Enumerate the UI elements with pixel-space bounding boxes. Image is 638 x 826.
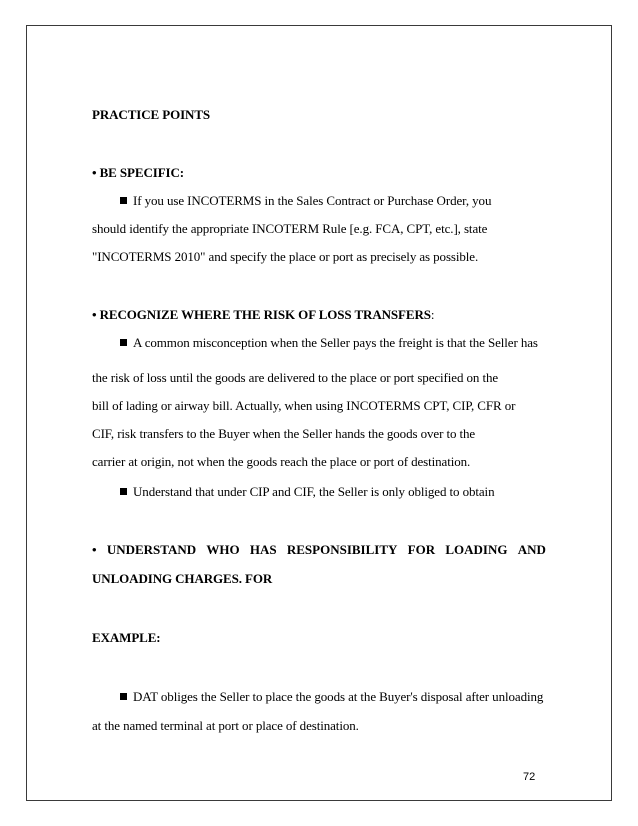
title-word: AND [517, 542, 546, 557]
section-title-text: RECOGNIZE WHERE THE RISK OF LOSS TRANSFERS [99, 307, 431, 322]
section-title-line-3: EXAMPLE: [92, 630, 161, 645]
paragraph-line: the risk of loss until the goods are delivered to the place or port specified on the [92, 370, 499, 385]
title-word: UNDERSTAND [106, 542, 197, 557]
section-title-line-2: UNLOADING CHARGES. FOR [92, 571, 273, 586]
paragraph-line: "INCOTERMS 2010" and specify the place or port as precisely as possible. [92, 249, 479, 264]
section-title-text: BE SPECIFIC: [99, 165, 185, 180]
section-title-risk-of-loss [92, 307, 434, 323]
title-word: FOR [407, 542, 436, 557]
section-marker: • [92, 542, 97, 557]
paragraph-line: should identify the appropriate INCOTERM Rule [e.g. FCA, CPT, etc.], state [92, 221, 488, 236]
bullet-square-icon [120, 197, 127, 204]
page-heading: PRACTICE POINTS [92, 107, 211, 122]
bullet-square-icon [120, 488, 127, 495]
title-word: LOADING [445, 542, 508, 557]
section-title-loading-charges [92, 542, 546, 558]
title-word: RESPONSIBILITY [286, 542, 398, 557]
section-title-be-specific [92, 165, 184, 181]
bullet-text: DAT obliges the Seller to place the goods at the Buyer's disposal after unloading [133, 689, 544, 704]
bullet-text: Understand that under CIP and CIF, the Seller is only obliged to obtain [133, 484, 495, 499]
title-word: HAS [249, 542, 277, 557]
title-word: WHO [206, 542, 240, 557]
paragraph-line: bill of lading or airway bill. Actually, when using INCOTERMS CPT, CIP, CFR or [92, 398, 516, 413]
section-marker: • [92, 165, 97, 180]
paragraph-line: at the named terminal at port or place of destination. [92, 718, 359, 733]
section-title-suffix: : [430, 307, 435, 322]
bullet-text: If you use INCOTERMS in the Sales Contract or Purchase Order, you [133, 193, 492, 208]
bullet-text: A common misconception when the Seller pays the freight is that the Seller has [133, 335, 538, 350]
section-marker: • [92, 307, 97, 322]
bullet-square-icon [120, 693, 127, 700]
bullet-square-icon [120, 339, 127, 346]
paragraph-line: carrier at origin, not when the goods reach the place or port of destination. [92, 454, 471, 469]
page-number: 72 [523, 771, 536, 783]
paragraph-line: CIF, risk transfers to the Buyer when the Seller hands the goods over to the [92, 426, 476, 441]
